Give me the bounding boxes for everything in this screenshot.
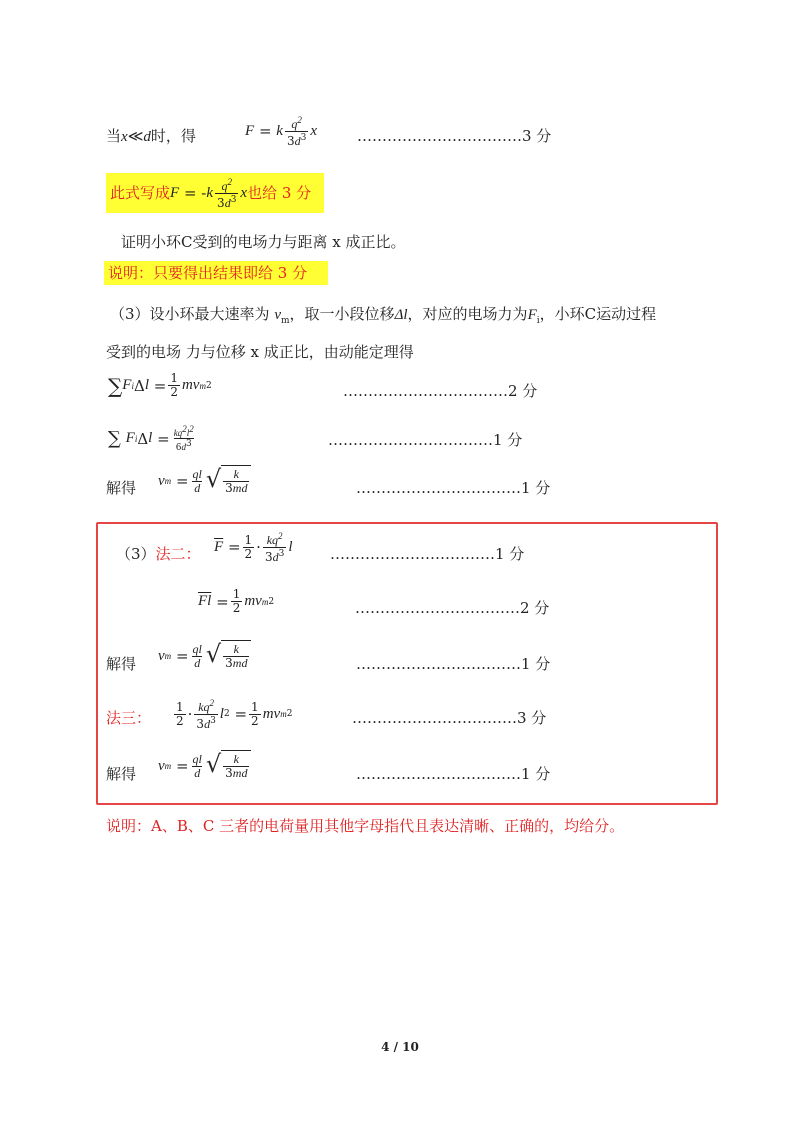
m3-dots: ……………………………: [352, 709, 517, 727]
equation-1-score: [343, 381, 537, 401]
method2-formula-1: $\overline{F}$ = $\frac{1}{2}$ · $\frac{kq^2}{3d^3}$ l: [214, 531, 293, 564]
line1-var-d: d: [143, 129, 151, 145]
equation-2: ∑ F i Δ l = $\frac{kq^2l^2}{6d^3}$: [108, 424, 194, 453]
m3-score: 3 分: [517, 709, 547, 727]
part3-l1-c: ，对应的电场力为: [407, 305, 528, 323]
highlight-formula: F = - k $\frac{q^2}{3d^3}$ x: [170, 177, 248, 210]
proof-statement: 证明小环C受到的电场力与距离 x 成正比。: [121, 233, 406, 251]
method3-formula: $\frac{1}{2}$ · $\frac{kq^2}{3d^3}$ l 2 = $\frac{1}{2}$ mv m 2: [176, 698, 293, 731]
highlight-note: [106, 173, 324, 213]
eq1-dots: ……………………………: [343, 382, 508, 400]
line-1: [106, 126, 196, 147]
method2-formula-2: $\overline{Fl}$ = $\frac{1}{2}$ mv m 2: [198, 587, 275, 615]
method2-score-1: [330, 544, 524, 564]
part3-l1-b: ，取一小段位移: [289, 305, 395, 323]
eq3-score: 1 分: [521, 479, 551, 497]
line1-score-text: 3 分: [522, 127, 552, 145]
note-1: 说明：只要得出结果即给 3 分: [104, 261, 328, 285]
equation-2-score: [328, 430, 522, 450]
solve1-score: 1 分: [521, 655, 551, 673]
m2b-dots: ……………………………: [355, 599, 520, 617]
method3-label: 法三：: [106, 709, 152, 727]
highlight-suffix: 也给 3 分: [247, 184, 312, 202]
m2b-score: 2 分: [520, 599, 550, 617]
equation-3: v m = $\frac{ql}{d}$ √ $\frac{k}{3md}$: [158, 465, 251, 497]
method2-header: [116, 544, 201, 564]
method2-solution: v m = $\frac{ql}{d}$ √ $\frac{k}{3md}$: [158, 640, 251, 672]
solve-label-1: 解得: [106, 479, 137, 497]
eq2-score: 1 分: [493, 431, 523, 449]
part3-dl: Δl: [394, 307, 408, 323]
method2-prefix: （3）: [116, 545, 156, 563]
m2-score: 1 分: [495, 545, 525, 563]
part3-vm-sub: m: [281, 316, 290, 326]
solve2-score: 1 分: [521, 765, 551, 783]
page-number: 4 / 10: [381, 1040, 419, 1054]
solve1-dots: ……………………………: [356, 655, 521, 673]
method2-solution-score: [356, 654, 550, 674]
eq2-dots: ……………………………: [328, 431, 493, 449]
line1-score: [357, 126, 551, 146]
equation-1: ∑ F i Δ l = $\frac{1}{2}$ mv m 2: [108, 371, 212, 399]
eq3-dots: ……………………………: [356, 479, 521, 497]
equation-3-score: [356, 478, 550, 498]
method2-label: 法二：: [155, 545, 201, 563]
part3-line-1: [110, 304, 656, 331]
part3-l1-d: ，小环C运动过程: [539, 305, 657, 323]
part3-line-2: 受到的电场 力与位移 x 成正比，由动能定理得: [106, 343, 414, 361]
part3-l1-a: （3）设小环最大速率为: [110, 305, 270, 323]
note-2: 说明：A、B、C 三者的电荷量用其他字母指代且表达清晰、正确的，均给分。: [106, 817, 625, 835]
part3-vm: v: [274, 307, 281, 323]
highlight-prefix: 此式写成: [110, 184, 171, 202]
eq1-score: 2 分: [508, 382, 538, 400]
m2-dots: ……………………………: [330, 545, 495, 563]
formula-1: F = k $\frac{q^2}{3d^3}$ x: [245, 115, 317, 148]
method2-score-2: [355, 598, 549, 618]
part3-F: F: [527, 307, 537, 323]
line1-var-x: x: [121, 129, 128, 145]
solve2-dots: ……………………………: [356, 765, 521, 783]
line1-sym: ≪: [127, 127, 144, 145]
solve-label-2: 解得: [106, 655, 137, 673]
part3-F-sub: i: [536, 316, 540, 326]
line1-mid: 时，得: [150, 127, 196, 145]
method3-solution: v m = $\frac{ql}{d}$ √ $\frac{k}{3md}$: [158, 750, 251, 782]
line1-prefix: 当: [106, 127, 122, 145]
method3-score: [352, 708, 546, 728]
method3-solution-score: [356, 764, 550, 784]
solve-label-3: 解得: [106, 765, 137, 783]
line1-dots: ……………………………: [357, 127, 522, 145]
